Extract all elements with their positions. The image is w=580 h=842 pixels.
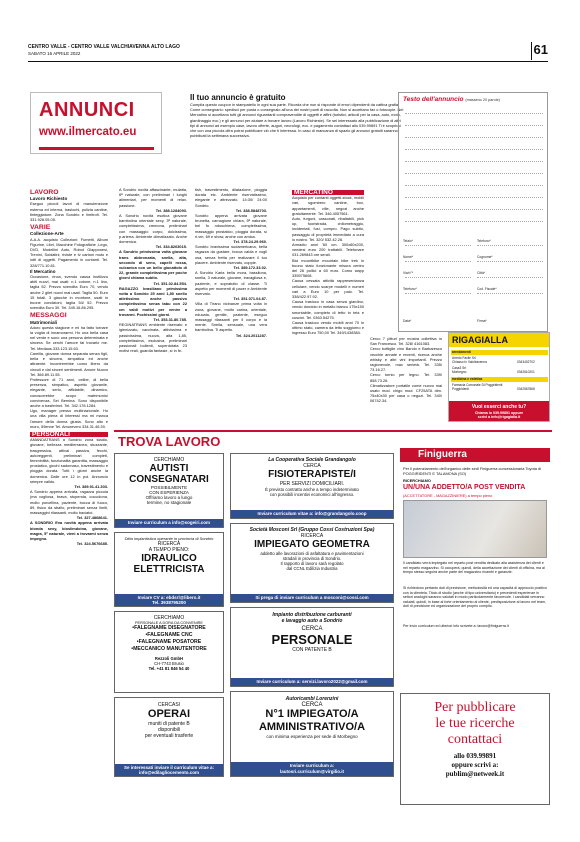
column-4 [292,187,364,336]
ad-text: REGINATRANS embiente riservato e igienizzato, vaccinata, attivissima e passivissima, nuova, alta 1,85, completissima, esclusiva, preliminari passionali bollenti, superdotata 23 motivi reali, guardia fantasie, sì in fe- [119,322,187,354]
ad-text: A.A.A. acquisto Collezioni: Fumetti, Album Figurine, Libri, Macchine Fotografiche ,Lego, DVD, Modellini Auto, Robot Giapponesi, Trenini, Soldatini, riviste e tv cartoni moto e lotti di oggetti. Pagamento in contanti. Tel. 328/771.10.81. [30,236,108,268]
job-apply[interactable]: Inviare curriculum a info@sogeiri.com [115,519,223,527]
publish-line: contattaci [447,732,503,747]
ad-text: Eseguo piccoli lavori di manutenzione esterna ed interna, traslochi, pulizia cantine, tinteggiature. Zona Sondrio e limitrofi. Tel. 331.928.05.05. [30,201,108,223]
ad-text: Causa trasloco vendo mobili anni 70 in ottimo stato, camera da letto soggiorno e ingresso Euro 750,00 Tel. 349/1438384. [292,320,364,336]
ad-phone: Tel. 351.02.84.554. [153,280,187,286]
riga-entry: Arredo Facile Srl [452,356,476,360]
rigagialla-logo: RIGAGIALLA [449,333,549,347]
coupon-line[interactable] [405,173,543,174]
coupon-line[interactable] [405,125,543,126]
job-kicker: RICERCA [300,533,324,539]
job-kicker: CERCASI [157,702,181,708]
job-ad-geometra [230,523,394,603]
coupon-line[interactable] [405,197,543,198]
job-apply-email[interactable]: lautosri.curriculum@virgilio.it [280,769,344,774]
finiguerra-role-detail: (ACCETTATORE - MAGAZZINIERE) a tempo pieno [403,493,493,498]
ad-text: A SONDRIO Eva novità appena arrivata bionda sexy, bioslimdoina, giovane, magra, 5ª naturale, vieni a trovarmi senza impegno. [30,520,108,541]
riga-entry-phone: 0342610201 [517,370,535,374]
riga-category: arredamenti [451,350,548,355]
ad-text: Bici mountbike mountain bike trek in buono stato funzionante misura centro del 26 pollici a 60 euro. Como wapp 335975608. [292,257,364,279]
field-input[interactable] [477,277,543,278]
ad-text: Cerco tornio per legno. Tel. 339/ 858.73.26. [370,372,442,383]
ad-text: A Sondrio novità esotica giovane bambolina orientale sexy, 3ª naturale, completissima, cremona, preliminari con massaggio corpo, dolcissima, p.arierra. Ambiente climatizzato. Anche domenica. [119,213,187,245]
job-apply[interactable]: Inviare curriculum vitae a: info@grandangolo.coop [231,510,393,518]
job-detail: muniti di patente B [148,721,190,727]
ad-phone: Tel. 327.4868641. [76,515,108,521]
job-ad-operai [114,697,224,777]
job-detail: per eventuali trasferte [144,733,194,739]
ad-text: Camilla, giovane donna separata senza figli, bella e sincera, simpatica ed anche attraente. Incontrerebbe uomo libero da vincoli e dai sinceri sentimenti. Amore Nuovo Tel. 366.89.11.55. [30,350,108,377]
ad-text: Climatizzatore portatile come nuovo mai usato mod. chigo mod. CF25ATA dim. 75x40x30 per casa o negozi. Tel. 340/ 06742.34. [370,382,442,404]
subsection: Collezione-Arte [30,231,64,237]
field-label: Cod. Fiscale* [477,287,497,291]
coupon-line[interactable] [405,221,543,222]
field-label: Via/n°* [403,271,414,275]
job-title: IDRAULICO [141,553,197,564]
coupon-line[interactable] [405,149,543,150]
column-2 [119,187,187,354]
field-input[interactable] [405,261,471,262]
job-role: •FALEGNAME CNC [145,632,193,638]
header-date: SABATO 16 APRILE 2022 [28,51,81,56]
ad-phone: Tel. 353.31.80.785. [153,317,187,323]
job-detail: dal CCNL Edilizia Industria [286,566,338,571]
job-title: N°1 IMPIEGATO/A [265,708,359,720]
job-address: CH-7743 Brusio [154,661,184,666]
job-ad-impiegato [230,691,394,777]
job-ad-personale [230,607,394,687]
ad-text: Cerco bottiglie vino Barolo e Barbaresco vecchie annate e recenti, ricerca anche whisky e altri vini importanti. Prezzo ragionevole, max serietà. Tel. 335/ 73.16.27. [370,346,442,373]
subsection: Matrimoniali [30,319,58,325]
job-detail: con minima esperienza per sede di Morbegno [266,734,358,739]
column-1 [30,187,108,546]
subsection: Il Mercatino [30,268,56,274]
riga-entry-place: Poggiridenti [452,387,469,391]
coupon-line[interactable] [405,209,543,210]
ad-phone: Tel. 378.24.29.960. [233,239,267,245]
riga-category: medicina e estetica [451,377,548,382]
column-3 [195,187,267,338]
annunci-logo [30,92,162,154]
header-section: CENTRO VALLE - CENTRO VALLE VALCHIAVENNA ALTO LAGO [28,44,180,50]
field-input[interactable] [477,261,543,262]
job-apply-phone: Tel. 3938795200 [152,600,186,605]
finiguerra-ad [400,448,550,688]
ad-text: Cerco 7 pitturi per mostra collettiva in San Francesco. Tel. 328/ 4161083. [370,336,442,347]
field-label: Telaio* [403,239,413,243]
ad-text: A Sondrio appena arrivata, ragazza piccola (ma vogliosa, brava, stupenda, coccolona, molto porcellina, paziente, bocca di fuoco, 89, fisico da sballo, preliminari senza limiti, massaggini rilassanti, molto baciatoì. [30,489,108,515]
job-title: PERSONALE [271,632,353,647]
page-number: 61 [533,42,548,57]
annunci-word: ANNUNCI [39,99,135,121]
riga-entry: Casa3 Srl [452,366,466,370]
job-kicker: PERSONALE A DORA DA CONVENIRE [135,621,203,625]
finiguerra-intro: Per il potenziamento dell'organico delle sedi Finiguerra concessionaria Toyota di POGGIRIDENTI E TALAMONA (SO) [403,466,542,476]
job-detail: Offriamo lavoro a lungo [145,495,193,500]
coupon-line[interactable] [405,161,543,162]
ad-coupon-form [398,92,548,332]
coupon-line[interactable] [405,137,543,138]
field-input[interactable] [405,277,471,278]
ad-phone: Tel. 334.8263015. [155,244,187,250]
ad-text: tish, travestimento, dilatazione, pioggia dorata etc. Ambiente riservatissimo, elegante e attrezzato. 14:30/ 24:00 Sondrio. [195,187,267,208]
publish-phone: allo 039.99891 [453,752,497,760]
job-kicker: CERCA [301,702,323,708]
ad-text: Armadio anni '60 cm. 300x60x200, vendesi euro 200 trattabili. Telefonare 031.269843 ore serali. [292,242,364,258]
job-detail: Il rapporto di lavoro sarà regolato [280,561,344,566]
section-mercatino: MERCATINO [292,190,364,195]
publish-line: le tue ricerche [435,716,515,731]
job-title: AMMINISTRATIVO/A [258,721,366,733]
page-number-divider [531,42,532,60]
job-title: IMPIEGATO GEOMETRA [254,539,370,550]
field-label: Telefono* [403,287,417,291]
field-label: Città* [477,271,486,275]
ad-text: A Sondrio primissima volta giovane trans abbronzata, snella, alta, secondo di seno, capelli rossa, vulcanica con un bello giocattolo di 22, grande completissima per poche giorni chiama subito. [119,249,187,281]
ad-text: Acquisto per contanti oggetti-stock, mobili vari, sgombero cantine, box, appartamenti, ville, negozi anche gratuitamente. Tel. 346.4057561. [292,195,364,216]
riga-entry-phone: 0343402702 [517,360,535,364]
finiguerra-kicker: RICERCHIAMO [403,478,431,483]
ad-text: Professore di 71 anni, celibe, di bella presenza, simpatico, aspetto giovanile, elegante, serio, affidabile, dinamico, conoscerebbe scopo matrimonio/ convivenza, Sei Bernina. Sono disponibile anche a trasferirmi. Tel. 342.178.1284. [30,376,108,408]
trova-lavoro-header [114,430,552,448]
job-kicker: RICERCA [157,541,181,547]
annunci-bar [39,147,154,150]
finiguerra-body: Si richiedono pertanto doti di precisione, meticolosità ed una capacità di approccio positivo con la clientela. Titolo di studio (anche di tipo universitario) e precedenti esperienze in settori analoghi saranno valutati in modo particolarmente favorevole. I candidati verranno valutati, quindi, in base al forte orientamento al cliente, predisposizione al lavoro nel team, doti di precisione ed organizzazione del proprio compito. [403,586,547,609]
date-label: Data* [403,319,412,323]
field-label: Cognome* [477,255,493,259]
section-lavoro: LAVORO [30,189,59,196]
job-detail: stradali in provincia di Sondrio. [282,556,342,561]
job-apply[interactable]: Inviare curriculum a: servizi.lavoro2022@gmail.com [231,678,393,686]
publish-ad [400,693,550,805]
job-detail: CON ESPERIENZA [149,490,189,495]
field-input[interactable] [477,245,543,246]
field-input[interactable] [405,293,471,294]
job-detail: addetto alle lavorazioni di asfaltatura e pavimentazioni [260,551,364,556]
riga-entry-place: Morbegno [452,370,467,374]
field-input[interactable] [405,245,471,246]
job-detail: PER SERVIZI DOMICILIARI. [279,481,345,487]
job-role: •FALEGNAME DISEGNATORE [132,625,206,631]
job-ad-fisioterapiste [230,453,394,519]
page-header [28,40,548,62]
job-apply[interactable] [115,594,223,606]
section-varie: VARIE [30,224,51,232]
annunci-site[interactable]: www.ilmercato.eu [39,126,137,138]
column-5 [370,336,442,404]
job-title: ELETTRICISTA [133,564,205,575]
field-input[interactable] [477,293,543,294]
free-ad-body: Compila questo coupon in stampatello in ogni sua parte. Ricorda che non si risponde di errori dipendenti da cattiva grafia. Come consegnarlo: spedisci per posta o consegnalo all'una dei nostri punti di raccolta. Non si accettano fax o fotocopie. Nel Mercatino si accettano tutti gli annunci riguardanti compravendite di oggetti e affini (turistici, articoli per la casa, auto, moto, giardinaggio ecc.) e gli annunci per aiutare a trovare lavoro (Lavoro Richieste). Se sei interessato alla pubblicazione di altri tipi di annunci ad esempio case, lavoro offerte, auguri, necrologi, ecc. e pagamento contattaci allo 039.99891 Ti è scopriraí che con una piccola cifra potrai pubblicare ciò che ti interessa. In caso di mancanza di spazio gli annunci gratuiti saranno pubblicati la settimana successiva. [190,102,404,139]
ad-phone: Tel. 324.5676685. [76,541,108,547]
coupon-title [403,96,500,103]
riga-footer [449,401,549,421]
job-role: •MECCANICO MANUTENTORE [131,646,207,652]
coupon-title-text: Testo dell'annuncio [403,96,464,103]
rigagialla-ad [448,332,550,422]
coupon-line[interactable] [405,185,543,186]
job-phone: Tel. +41 81 846 54 40 [148,666,190,671]
job-title: AUTISTI [149,463,189,474]
ad-text: Sondrio appena arrivata giovane brunetta, carnagione chiara, 5ª naturale, bel fo ndoschiena, completissima, massaggio prostatico, pioggia dorata, sì ri.vm, 69 e show, anche con amica. [195,213,267,239]
job-detail: disponibili [158,727,180,733]
ad-text: RAGAZZO brasiliano primissima volta a Sondrio 25 anni 1,80 snello atletissimo anche passivo completissimo senza tabu con 22 cm valdi motivi per venire a trovarmi. Pochissimi giorni. [119,285,187,317]
job-kicker: e lavaggio auto a Sondrio [281,618,343,624]
job-detail: termine, no stagionale [146,500,192,505]
job-kicker: Società Mosconi Srl (Gruppo Cossi Costruzioni Spa) [249,527,375,533]
ad-phone: Tel. 389.91.41.303. [74,483,108,489]
ad-text: Adoro questa stagione e mi ha fatto tornare la voglia di innamorarmi. Ho una bella casa nel verde e sono una persona determinata e sincera. Se cerchi l'amore fai trovarlo me. Tel. Mediaus.333.123.15.63. [30,324,108,351]
ad-phone: Tel. 389.172.33.02. [233,265,267,271]
job-detail: POSSIBILMENTE [150,485,188,490]
section-messaggi: MESSAGGI [30,312,67,320]
ad-text: A Sondrio Karla bella mora, bassilona, snella, 3 naturale, giovane, travagliosa e, paziente, e sopratutto di classe. Ti aspetto per momenti di pacer e Ambiente riservato. [195,270,267,297]
ad-text: Ugo, manager presso multinazionale. Ho una villa piena di interessi ma mi manca l'amore della donna giusta. Sono alto e moro, 59enne Tel. Amorevero 334.31.46.39. [30,408,108,429]
job-kicker: La Cooperativa Sociale Grandangolo [268,457,356,463]
riga-footer-call: Chiama lo 039.99891 oppure [474,411,524,415]
ad-text: Auto, furgoni, cassonati, ribaltabili, pick up, fuoristrada, chilometraggio, incidentati, fusi, compro. Pago subito, passaggio di proprietà immediato a cura io nostro. Tel. 320/ 532.42.26. [292,216,364,242]
riga-entry-phone: 0342567868 [517,387,535,391]
ad-text: Causa cessata attività rappresentanza cellulare, vendo scarpe modelli e numeri vari a Euro 10 per paio. Tel. 338/422.97.92. [292,278,364,300]
riga-footer-email[interactable]: scrivi a info@rigagialla.it [477,415,521,420]
job-apply[interactable] [231,762,393,776]
ad-text: Causa trasloco in casa senza giardino, vendo dondolo in metallo bianco 175x150 smontabile, completo di tetto in tela e cuscini. Tel. 0363.54275. [292,299,364,320]
finiguerra-photo [403,500,547,558]
riga-entry-place: Chiasso In Valchiavenna [452,360,487,364]
job-apply[interactable]: Se interessati inviare il curriculum vitae a: info@edilagliocemento.com [115,764,223,776]
job-kicker: A TEMPO PIENO: [148,547,190,553]
job-ad-falegname [114,611,224,693]
job-kicker: CERCA [303,463,321,469]
section-personali: PERSONALI [30,432,108,437]
finiguerra-logo: Finiguerra [400,448,550,462]
job-kicker: CERCHIAMO [153,457,185,463]
job-title: FISIOTERAPISTE/I [268,469,356,480]
publish-line: Per pubblicare [434,700,516,715]
ad-text: A Sondrio novità affascinante, mulatta, 6ª naturale, con preliminari i lunghi alimentari, per momenti di relax, passione. [119,187,187,208]
ad-phone: Tel. 324.2011287. [235,332,267,338]
job-apply[interactable]: Si prega di inviare curriculum a mosconi@cossi.com [231,594,393,602]
job-title: CONSEGNATARI [129,474,209,485]
signature-label: Firma* [477,319,487,323]
ad-text: Villa di Tirano vicinanze prima volta in zona, giovane, molto carina, orientale, educata, gentile, paziente, eseguo massaggi rilassanti per il corpo e la mente. Snella, sensuale, una vera bambolina. Ti aspetto. [195,301,267,333]
job-kicker: CERCHIAMO [153,615,185,621]
ad-text: Sondrio bravissima sudamericana, bella ragazza da gustare, bocca calda e vogli osa, senza fretta per realizzare il tuo piacere. Ambiente riservato, coppie. [195,244,267,265]
job-apply-label: Inviare curriculum a: [289,763,335,768]
job-title: OPERAI [147,708,191,720]
ad-text: AMANDATRANS a Sondrio zona stadio, giovane, bellezza mediterranea, stuzzante, trasgressiva, attivai passiva, fecchi, autoreggenti, preliminari completi, femminilità, funzionalità garantita, massaggio prostatico, giochi sadomaso, travestimento e pioggia dorata. Tutti i giorni anche la domenica. Dalle ore 12 in poi. Annuncio sempre valido. [30,437,108,484]
job-detail: È previsto contratto anche a tempo indeterminato [265,487,359,492]
ad-phone: Tel. 338.5848703. [235,207,267,213]
ad-phone: Tel. 351.071.04.87. [233,296,267,302]
job-kicker: CERCA [301,626,323,632]
ad-phone: Tel. 388.1284093. [155,207,187,213]
job-role: •FALEGNAME POSATORE [136,639,202,645]
job-kicker: Ditta impiantistica operante in provincia di Sondrio [124,536,214,541]
finiguerra-body: Il candidato verrà impiegato nel reparto post vendita dedicato alla assistenza dei clienti e nel reparto magazzino. Si occuperà, quindi, della accettazione dei clienti di officina, ma al tempo stesso seguirà anche parte del magazzino ricambi e garanzie. [403,561,545,575]
field-label: Nome* [403,255,414,259]
subsection: Lavoro Richiesto [30,196,68,202]
job-detail: con possibili incentivi economici all'ingresso. [269,492,355,497]
job-apply-email[interactable]: Inviare CV a: ebdsrl@libero.it [137,595,201,600]
publish-or: oppure scrivi a: [451,761,499,769]
job-kicker: Impianto distribuzione carburanti [272,612,352,618]
finiguerra-role: UN/UNA ADDETTO/A POST VENDITA [403,484,526,491]
job-ad-idraulico [114,532,224,607]
job-ad-autisti [114,453,224,528]
riga-footer-title: Vuoi esserci anche tu? [471,404,527,410]
riga-entry: Farmacia Comunale Di Poggiridenti [452,383,503,387]
free-ad-title: Il tuo annuncio è gratuito [190,93,286,102]
finiguerra-contact[interactable]: Per invio curriculum ed ulteriori info scrivete a: lavoro@finiguerra.it [403,624,509,628]
coupon-note: (massimo 20 parole) [465,98,500,102]
job-company: Rezzoli GmbH [154,656,184,661]
trova-lavoro-title: TROVA LAVORO [118,434,221,449]
job-detail: CON PATENTE B [292,647,332,653]
job-kicker: Autoricambi Lorenzini [285,696,339,702]
coupon-line[interactable] [405,113,543,114]
publish-email[interactable]: publim@netweek.it [445,770,505,778]
field-label: Telefono* [477,239,491,243]
ad-text: Occasione, rinca, svendo causa inutilizzo abiti nuovi, mai usati: n.1 cotone, n.1 lino, taglia 52. Prezzo svendita Euro 70, vendo anche 2 gilet nuovi mai usati. Taglia 50. Euro 15 totali. 3 giacche in montone, usati in buone condizioni, taglia 54/ 52. Prezzo svendita Euro 30. Tel. 349.16.86.295. [30,274,108,311]
